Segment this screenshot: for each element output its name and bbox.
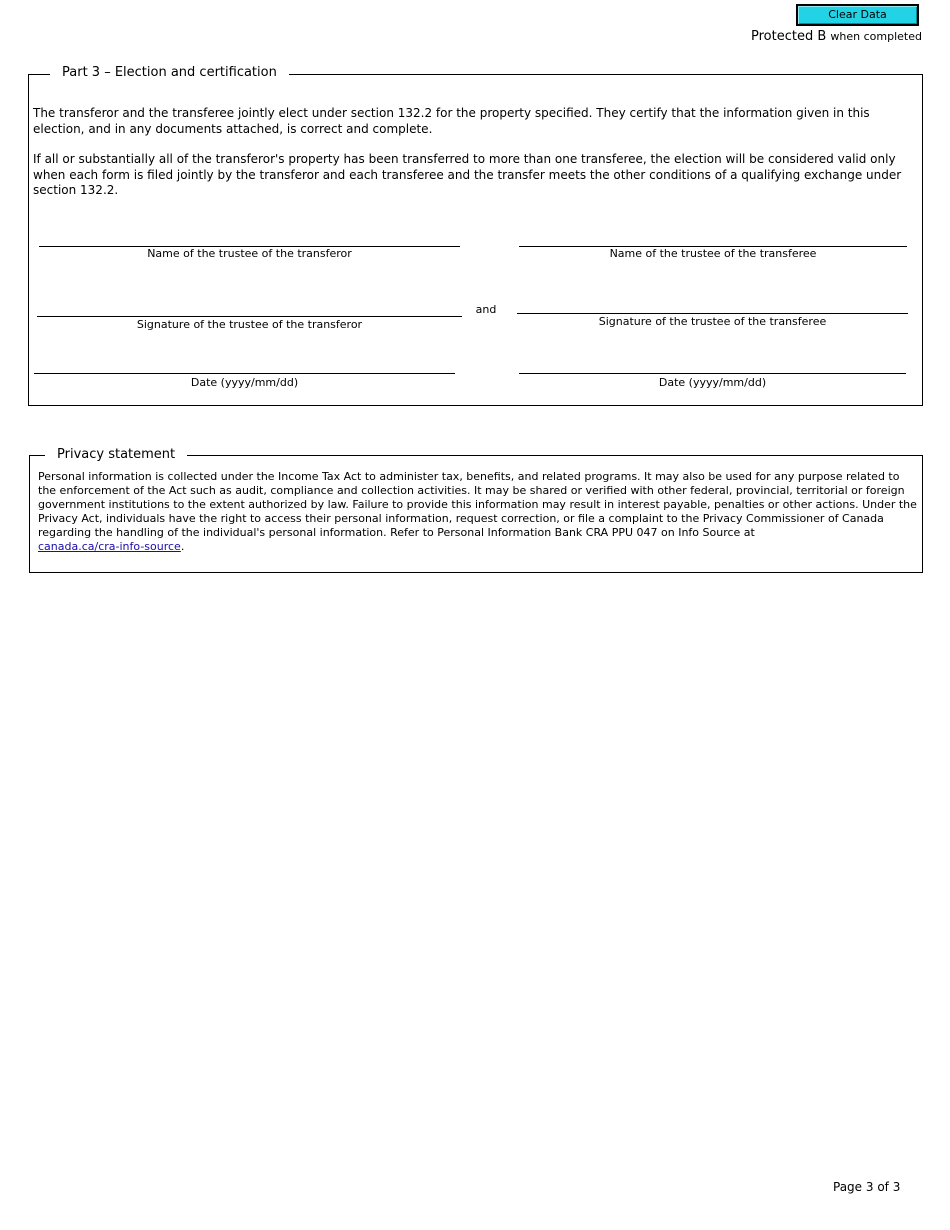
- protected-suffix: when completed: [830, 30, 922, 43]
- date-transferee-label: Date (yyyy/mm/dd): [658, 376, 767, 389]
- cra-info-source-link[interactable]: canada.ca/cra-info-source: [38, 540, 181, 553]
- election-paragraph: The transferor and the transferee jointly elect under section 132.2 for the property specified. They certify that the information given in this election, and in any documents attached, is correct and complete.: [33, 106, 870, 136]
- date-transferor-line[interactable]: [34, 373, 455, 374]
- name-transferee-label: Name of the trustee of the transferee: [609, 247, 817, 260]
- protected-b-notice: [751, 29, 922, 44]
- signature-transferee-line[interactable]: [517, 313, 908, 314]
- privacy-link-suffix: .: [180, 540, 185, 553]
- part3-title: Part 3 – Election and certification: [50, 65, 289, 80]
- page-number: Page 3 of 3: [833, 1180, 901, 1194]
- signature-transferor-line[interactable]: [37, 316, 462, 317]
- clear-data-button[interactable]: Clear Data: [796, 4, 919, 26]
- validity-paragraph: If all or substantially all of the transferor's property has been transferred to more than one transferee, the election will be considered valid only when each form is filed jointly by the transferor and each transferee and the transfer meets the other conditions of a qualifying exchange under section 132.2.: [33, 152, 902, 197]
- date-transferor-label: Date (yyyy/mm/dd): [190, 376, 299, 389]
- signature-transferee-label: Signature of the trustee of the transferee: [598, 315, 827, 328]
- signature-transferor-label: Signature of the trustee of the transferor: [136, 318, 363, 331]
- privacy-body: Personal information is collected under the Income Tax Act to administer tax, benefits, and related programs. It may also be used for any purpose related to the enforcement of the Act such as audit, compliance and collection activities. It may be shared or verified with other federal, provincial, territorial or foreign government institutions to the extent authorized by law. Failure to provide this information may result in interest payable, penalties or other actions. Under the Privacy Act, individuals have the right to access their personal information, request correction, or file a complaint to the Privacy Commissioner of Canada regarding the handling of the individual's personal information. Refer to Personal Information Bank CRA PPU 047 on Info Source at: [38, 470, 917, 539]
- and-label: and: [475, 303, 497, 316]
- protected-label: Protected B: [751, 29, 827, 44]
- privacy-statement: [38, 470, 918, 554]
- date-transferee-line[interactable]: [519, 373, 906, 374]
- privacy-title: Privacy statement: [45, 447, 187, 462]
- name-transferor-label: Name of the trustee of the transferor: [147, 247, 352, 260]
